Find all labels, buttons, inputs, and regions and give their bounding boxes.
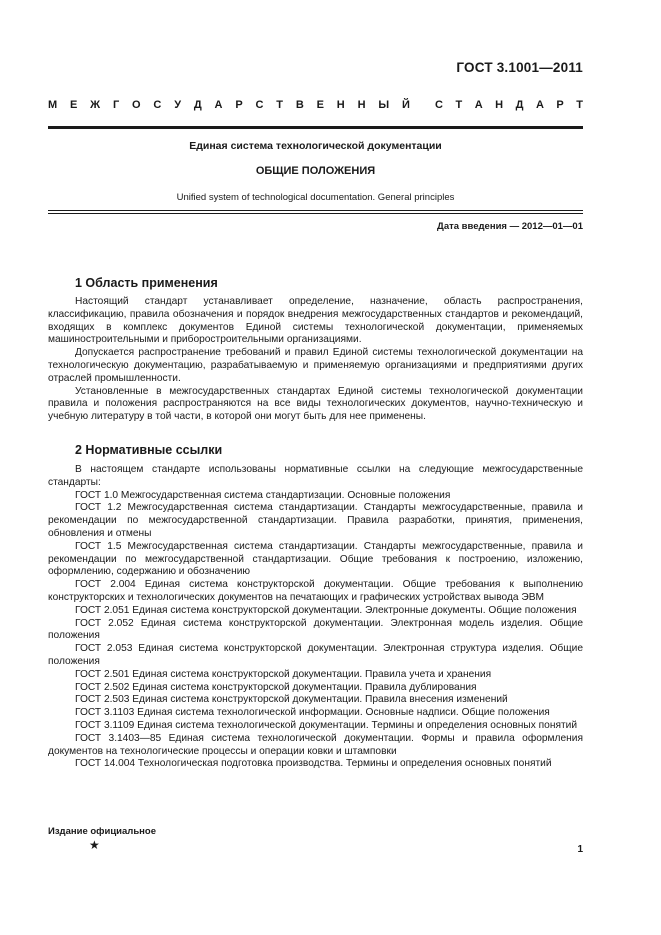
paragraph: Установленные в межгосударственных стандартах Единой системы технологической документации правила и положения распространяются на все виды технологических документов, научно-техническую и учебную литературу в той части, в которой они могут быть для нее применены.	[48, 385, 583, 423]
interstate-word-2	[435, 99, 583, 111]
system-title: Единая система технологической документации	[189, 140, 442, 152]
reference-item: ГОСТ 14.004 Технологическая подготовка производства. Термины и определения основных понятий	[75, 758, 552, 770]
heading-letter: А	[474, 99, 483, 111]
reference-item: ГОСТ 1.5 Межгосударственная система стандартизации. Стандарты межгосударственные, правила и рекомендации по межгосударственной стандартизации. Общие требования к построению, изложению, оформлению, содержанию и обозначению	[48, 540, 583, 578]
heading-letter: Т	[455, 99, 463, 111]
header-rule	[48, 126, 583, 129]
paragraph: В настоящем стандарте использованы нормативные ссылки на следующие межгосударственные стандарты:	[48, 464, 583, 488]
reference-item: ГОСТ 2.501 Единая система конструкторской документации. Правила учета и хранения	[75, 668, 492, 680]
heading-letter: О	[132, 99, 141, 111]
reference-item: ГОСТ 2.051 Единая система конструкторской документации. Электронные документы. Общие положения	[75, 604, 577, 616]
heading-letter: Ж	[90, 99, 101, 111]
reference-item: ГОСТ 1.0 Межгосударственная система стандартизации. Основные положения	[75, 489, 451, 501]
page-number: 1	[577, 844, 583, 855]
heading-letter: А	[535, 99, 544, 111]
title-rule-top	[48, 210, 583, 211]
heading-letter: Т	[576, 99, 583, 111]
reference-item: ГОСТ 2.053 Единая система конструкторской документации. Электронная структура изделия. Общие положения	[48, 643, 583, 667]
heading-letter: Д	[515, 99, 524, 111]
heading-letter: Н	[495, 99, 504, 111]
reference-item: ГОСТ 2.503 Единая система конструкторской документации. Правила внесения изменений	[75, 694, 508, 706]
reference-item: ГОСТ 3.1403—85 Единая система технологической документации. Формы и правила оформления документов на технологические процессы и операции ковки и штамповки	[48, 732, 583, 757]
document-title: ОБЩИЕ ПОЛОЖЕНИЯ	[255, 165, 376, 177]
reference-item: ГОСТ 3.1103 Единая система технологической информации. Основные надписи. Общие положения	[75, 707, 550, 719]
heading-letter: Д	[193, 99, 202, 111]
heading-letter: Р	[556, 99, 564, 111]
heading-letter: С	[435, 99, 443, 111]
interstate-word-1	[48, 99, 410, 111]
title-rule-bottom	[48, 213, 583, 214]
reference-item: ГОСТ 1.2 Межгосударственная система стандартизации. Стандарты межгосударственные, правила и рекомендации по межгосударственной стандартизации. Правила разработки, принятия, применения, обновления и отмены	[48, 502, 583, 539]
heading-letter: С	[255, 99, 264, 111]
heading-letter: У	[174, 99, 182, 111]
heading-letter: Н	[357, 99, 366, 111]
heading-letter: Ы	[378, 99, 390, 111]
heading-letter: Е	[316, 99, 324, 111]
heading-letter: В	[295, 99, 304, 111]
paragraph: Допускается распространение требований и правил Единой системы технологической документации на технологическую документацию, разрабатываемую и применяемую организациями и предприятиями других отраслей промышленности.	[48, 347, 583, 384]
heading-letter: А	[214, 99, 223, 111]
section-1-body	[48, 296, 583, 424]
english-title: Unified system of technological documentation. General principles	[176, 192, 455, 203]
heading-letter: Н	[336, 99, 345, 111]
paragraph: Настоящий стандарт устанавливает определение, назначение, область распространения, классификацию, правила обозначения и порядок внедрения межгосударственных стандартов и рекомендаций, входящих в комплекс документов Единой системы технологической документации, применяемых машиностроительными и приборостроительными организациями.	[48, 296, 583, 346]
interstate-standard-heading	[48, 99, 583, 111]
section-1-title: 1 Область применения	[75, 276, 218, 290]
heading-letter: Е	[70, 99, 78, 111]
reference-item: ГОСТ 2.004 Единая система конструкторской документации. Общие требования к выполнению конструкторских и технологических документов на печатающих и графических устройствах вывода ЭВМ	[48, 579, 583, 603]
section-2-title: 2 Нормативные ссылки	[75, 443, 223, 457]
heading-letter: М	[48, 99, 58, 111]
reference-item: ГОСТ 3.1109 Единая система технологической документации. Термины и определения основных понятий	[75, 719, 578, 731]
heading-letter: Г	[112, 99, 120, 111]
introduction-date: Дата введения — 2012—01—01	[437, 221, 583, 232]
heading-letter: С	[153, 99, 162, 111]
heading-letter: Й	[401, 99, 410, 111]
reference-item: ГОСТ 2.502 Единая система конструкторской документации. Правила дублирования	[75, 681, 477, 693]
star-icon: ★	[89, 838, 100, 852]
official-edition-note: Издание официальное	[48, 826, 156, 837]
reference-item: ГОСТ 2.052 Единая система конструкторской документации. Электронная модель изделия. Общие положения	[48, 617, 583, 642]
heading-letter: Р	[235, 99, 243, 111]
heading-letter: Т	[276, 99, 284, 111]
document-number: ГОСТ 3.1001—2011	[456, 60, 583, 75]
section-2-body	[48, 464, 583, 771]
